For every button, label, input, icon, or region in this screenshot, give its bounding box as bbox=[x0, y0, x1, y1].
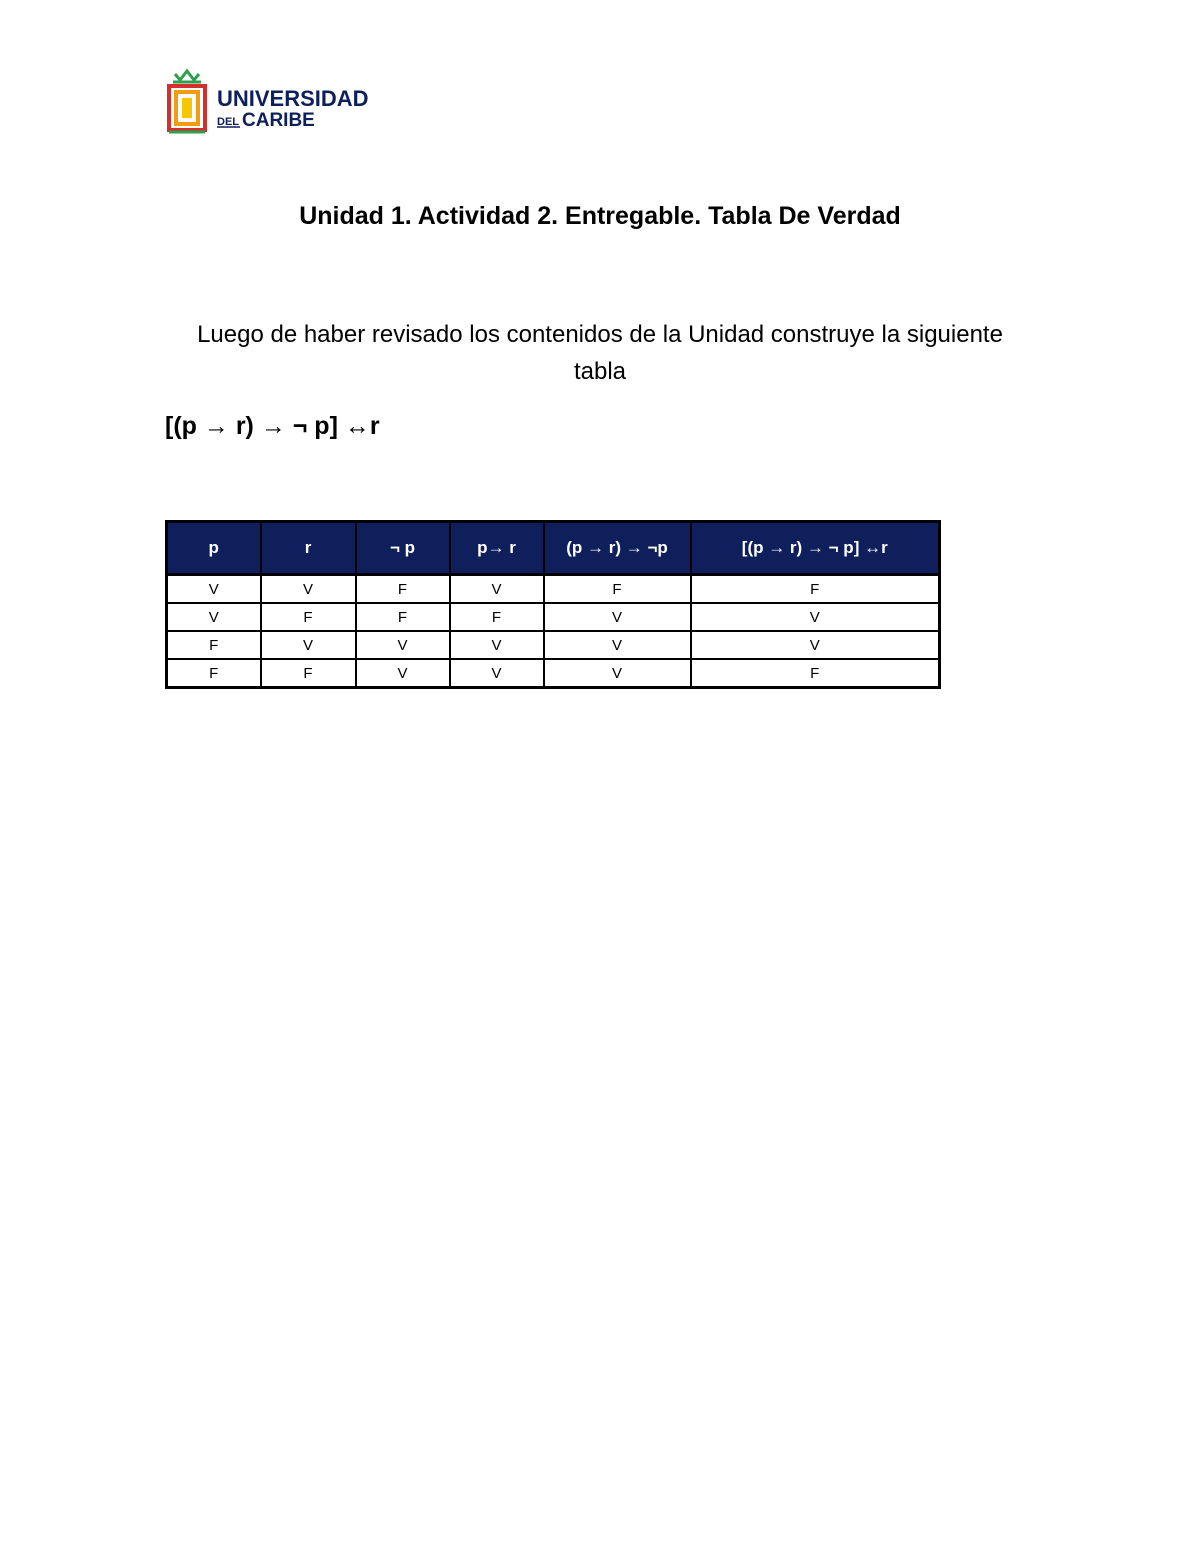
table-cell: V bbox=[544, 631, 691, 659]
header-r: r bbox=[261, 522, 356, 575]
table-cell: F bbox=[356, 575, 450, 604]
university-logo bbox=[165, 68, 380, 134]
intro-paragraph: Luego de haber revisado los contenidos de la Unidad construye la siguiente tabla bbox=[197, 321, 1003, 385]
truth-table bbox=[165, 520, 941, 689]
table-cell: V bbox=[356, 659, 450, 688]
table-cell: F bbox=[261, 659, 356, 688]
table-row bbox=[167, 603, 940, 631]
table-cell: V bbox=[450, 631, 544, 659]
table-cell: F bbox=[544, 575, 691, 604]
page-title: Unidad 1. Actividad 2. Entregable. Tabla De Verdad bbox=[299, 202, 901, 230]
table-cell: F bbox=[691, 659, 940, 688]
table-header-row bbox=[167, 522, 940, 575]
table-cell: V bbox=[691, 631, 940, 659]
header-biconditional: [(p → r) → ¬ p] ↔r bbox=[691, 522, 940, 575]
table-cell: F bbox=[167, 631, 261, 659]
table-cell: V bbox=[450, 575, 544, 604]
table-cell: V bbox=[261, 575, 356, 604]
table-row bbox=[167, 575, 940, 604]
logo-inner-square bbox=[182, 98, 192, 118]
table-cell: F bbox=[261, 603, 356, 631]
logo-line2: CARIBE bbox=[242, 110, 315, 131]
table-row bbox=[167, 631, 940, 659]
table-cell: F bbox=[356, 603, 450, 631]
table-cell: F bbox=[450, 603, 544, 631]
header-not-p: ¬ p bbox=[356, 522, 450, 575]
table-cell: F bbox=[167, 659, 261, 688]
logo-line1: UNIVERSIDAD bbox=[217, 86, 369, 111]
table-cell: V bbox=[544, 659, 691, 688]
header-implication-not-p: (p → r) → ¬p bbox=[544, 522, 691, 575]
logic-formula: [(p → r) → ¬ p] ↔r bbox=[165, 412, 380, 440]
table-cell: V bbox=[356, 631, 450, 659]
table-cell: V bbox=[167, 575, 261, 604]
table-row bbox=[167, 659, 940, 688]
table-cell: V bbox=[544, 603, 691, 631]
header-p: p bbox=[167, 522, 261, 575]
logo-line2-small: DEL bbox=[217, 116, 239, 128]
table-cell: V bbox=[167, 603, 261, 631]
logo-crown-shape bbox=[175, 71, 199, 80]
header-p-implies-r: p→ r bbox=[450, 522, 544, 575]
table-cell: V bbox=[691, 603, 940, 631]
table-cell: V bbox=[450, 659, 544, 688]
table-cell: V bbox=[261, 631, 356, 659]
table-cell: F bbox=[691, 575, 940, 604]
